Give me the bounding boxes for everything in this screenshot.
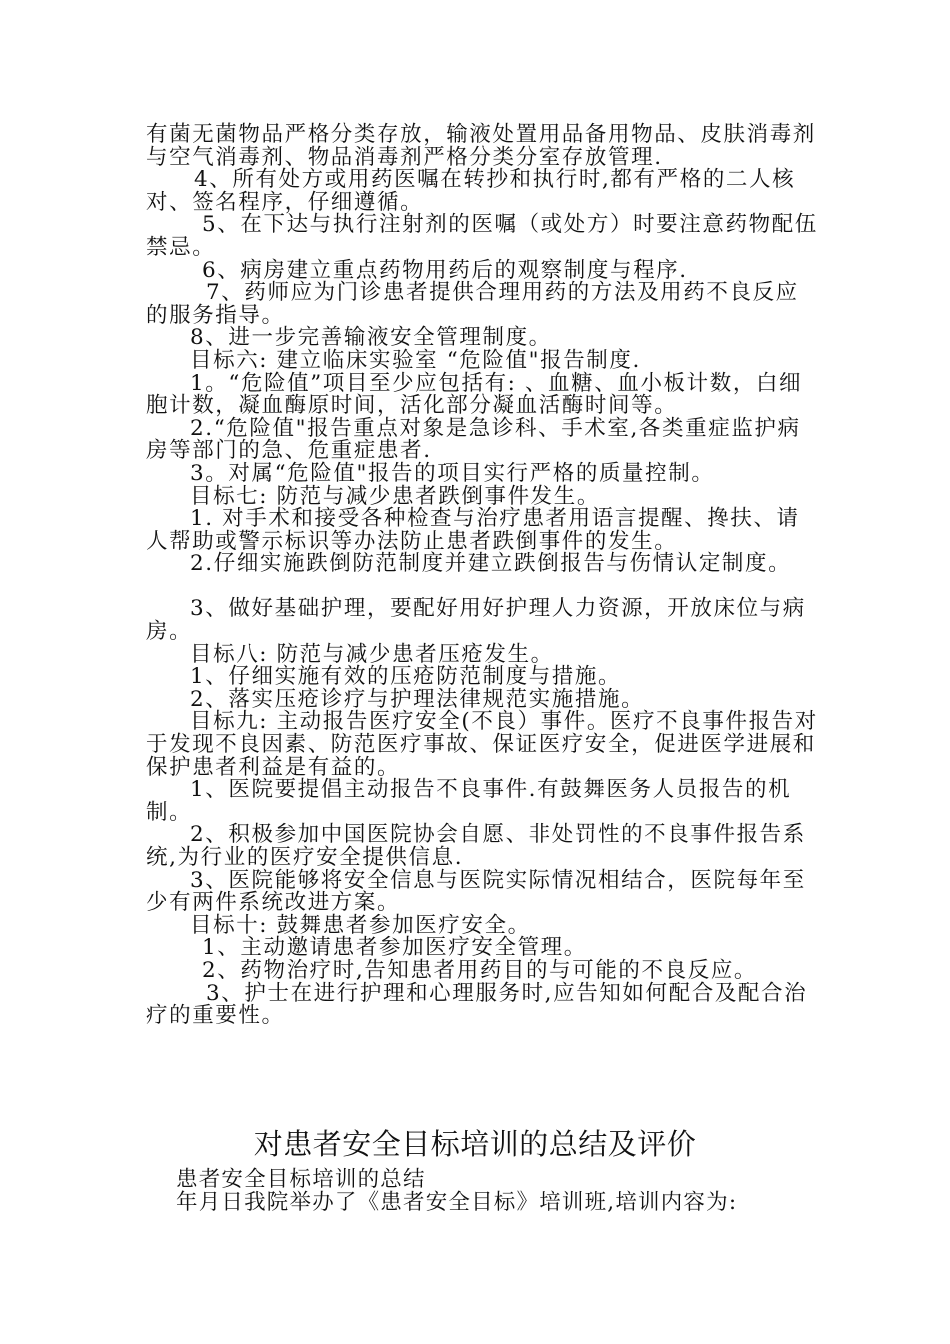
body-paragraph: 2、药物治疗时,告知患者用药目的与可能的不良反应。	[202, 957, 758, 983]
intro-line: 年月日我院举办了《患者安全目标》培训班,培训内容为:	[176, 1190, 738, 1215]
document-body	[146, 124, 818, 1028]
body-paragraph: 1。“危险值”项目至少应包括有: 、血糖、血小板计数，白细胞计数，凝血酶原时间，活化部分凝血活酶时间等。	[146, 370, 803, 419]
body-paragraph: 目标九: 主动报告医疗安全(不良）事件。医疗不良事件报告对于发现不良因素、防范医疗事故、保证医疗安全，促进医学进展和保护患者利益是有益的。	[146, 709, 818, 780]
body-paragraph: 目标七: 防范与减少患者跌倒事件发生。	[190, 483, 600, 509]
body-paragraph: 3、护士在进行护理和心理服务时,应告知如何配合及配合治疗的重要性。	[146, 980, 808, 1029]
body-paragraph: 3。对属“危险值"报告的项目实行严格的质量控制。	[190, 460, 715, 486]
body-paragraph: 2、落实压疮诊疗与护理法律规范实施措施。	[190, 686, 645, 712]
body-paragraph: 目标八: 防范与减少患者压疮发生。	[190, 641, 554, 667]
body-paragraph: 2、积极参加中国医院协会自愿、非处罚性的不良事件报告系统,为行业的医疗安全提供信息.	[146, 822, 806, 870]
body-paragraph: 5、在下达与执行注射剂的医嘱（或处方）时要注意药物配伍禁忌。	[146, 212, 818, 260]
body-paragraph: 有菌无菌物品严格分类存放，输液处置用品备用物品、皮肤消毒剂与空气消毒剂、物品消毒剂严格分类分室存放管理.	[146, 122, 816, 170]
blank-line	[146, 576, 818, 599]
body-paragraph: 1. 对手术和接受各种检查与治疗患者用语言提醒、搀扶、请人帮助或警示标识等办法防止患者跌倒事件的发生。	[146, 506, 800, 554]
body-paragraph: 3、医院能够将安全信息与医院实际情况相结合，医院每年至少有两件系统改进方案。	[146, 867, 806, 916]
body-paragraph: 8、进一步完善输液安全管理制度。	[190, 325, 552, 351]
section-heading: 对患者安全目标培训的总结及评价	[253, 1127, 697, 1161]
body-paragraph: 目标六: 建立临床实验室 “危险值"报告制度.	[190, 347, 641, 373]
body-paragraph: 6、病房建立重点药物用药后的观察制度与程序.	[202, 257, 688, 283]
body-paragraph: 目标十: 鼓舞患者参加医疗安全。	[190, 912, 531, 938]
body-paragraph: 1、主动邀请患者参加医疗安全管理。	[202, 935, 587, 961]
body-paragraph: 2.仔细实施跌倒防范制度并建立跌倒报告与伤情认定制度。	[190, 551, 792, 577]
body-paragraph: 3、做好基础护理，要配好用好护理人力资源，开放床位与病房。	[146, 596, 806, 645]
body-paragraph: 7、药师应为门诊患者提供合理用药的方法及用药不良反应的服务指导。	[146, 280, 799, 328]
body-paragraph: 4、所有处方或用药医嘱在转抄和执行时,都有严格的二人核对、签名程序，仔细遵循。	[146, 167, 796, 215]
section-intro	[176, 1168, 826, 1214]
body-paragraph: 2.“危险值"报告重点对象是急诊科、手术室,各类重症监护病房等部门的急、危重症患者.	[146, 415, 801, 464]
intro-line: 患者安全目标培训的总结	[176, 1167, 426, 1192]
body-paragraph: 1、医院要提倡主动报告不良事件.有鼓舞医务人员报告的机制。	[146, 777, 792, 825]
body-paragraph: 1、仔细实施有效的压疮防范制度与措施。	[190, 664, 622, 690]
